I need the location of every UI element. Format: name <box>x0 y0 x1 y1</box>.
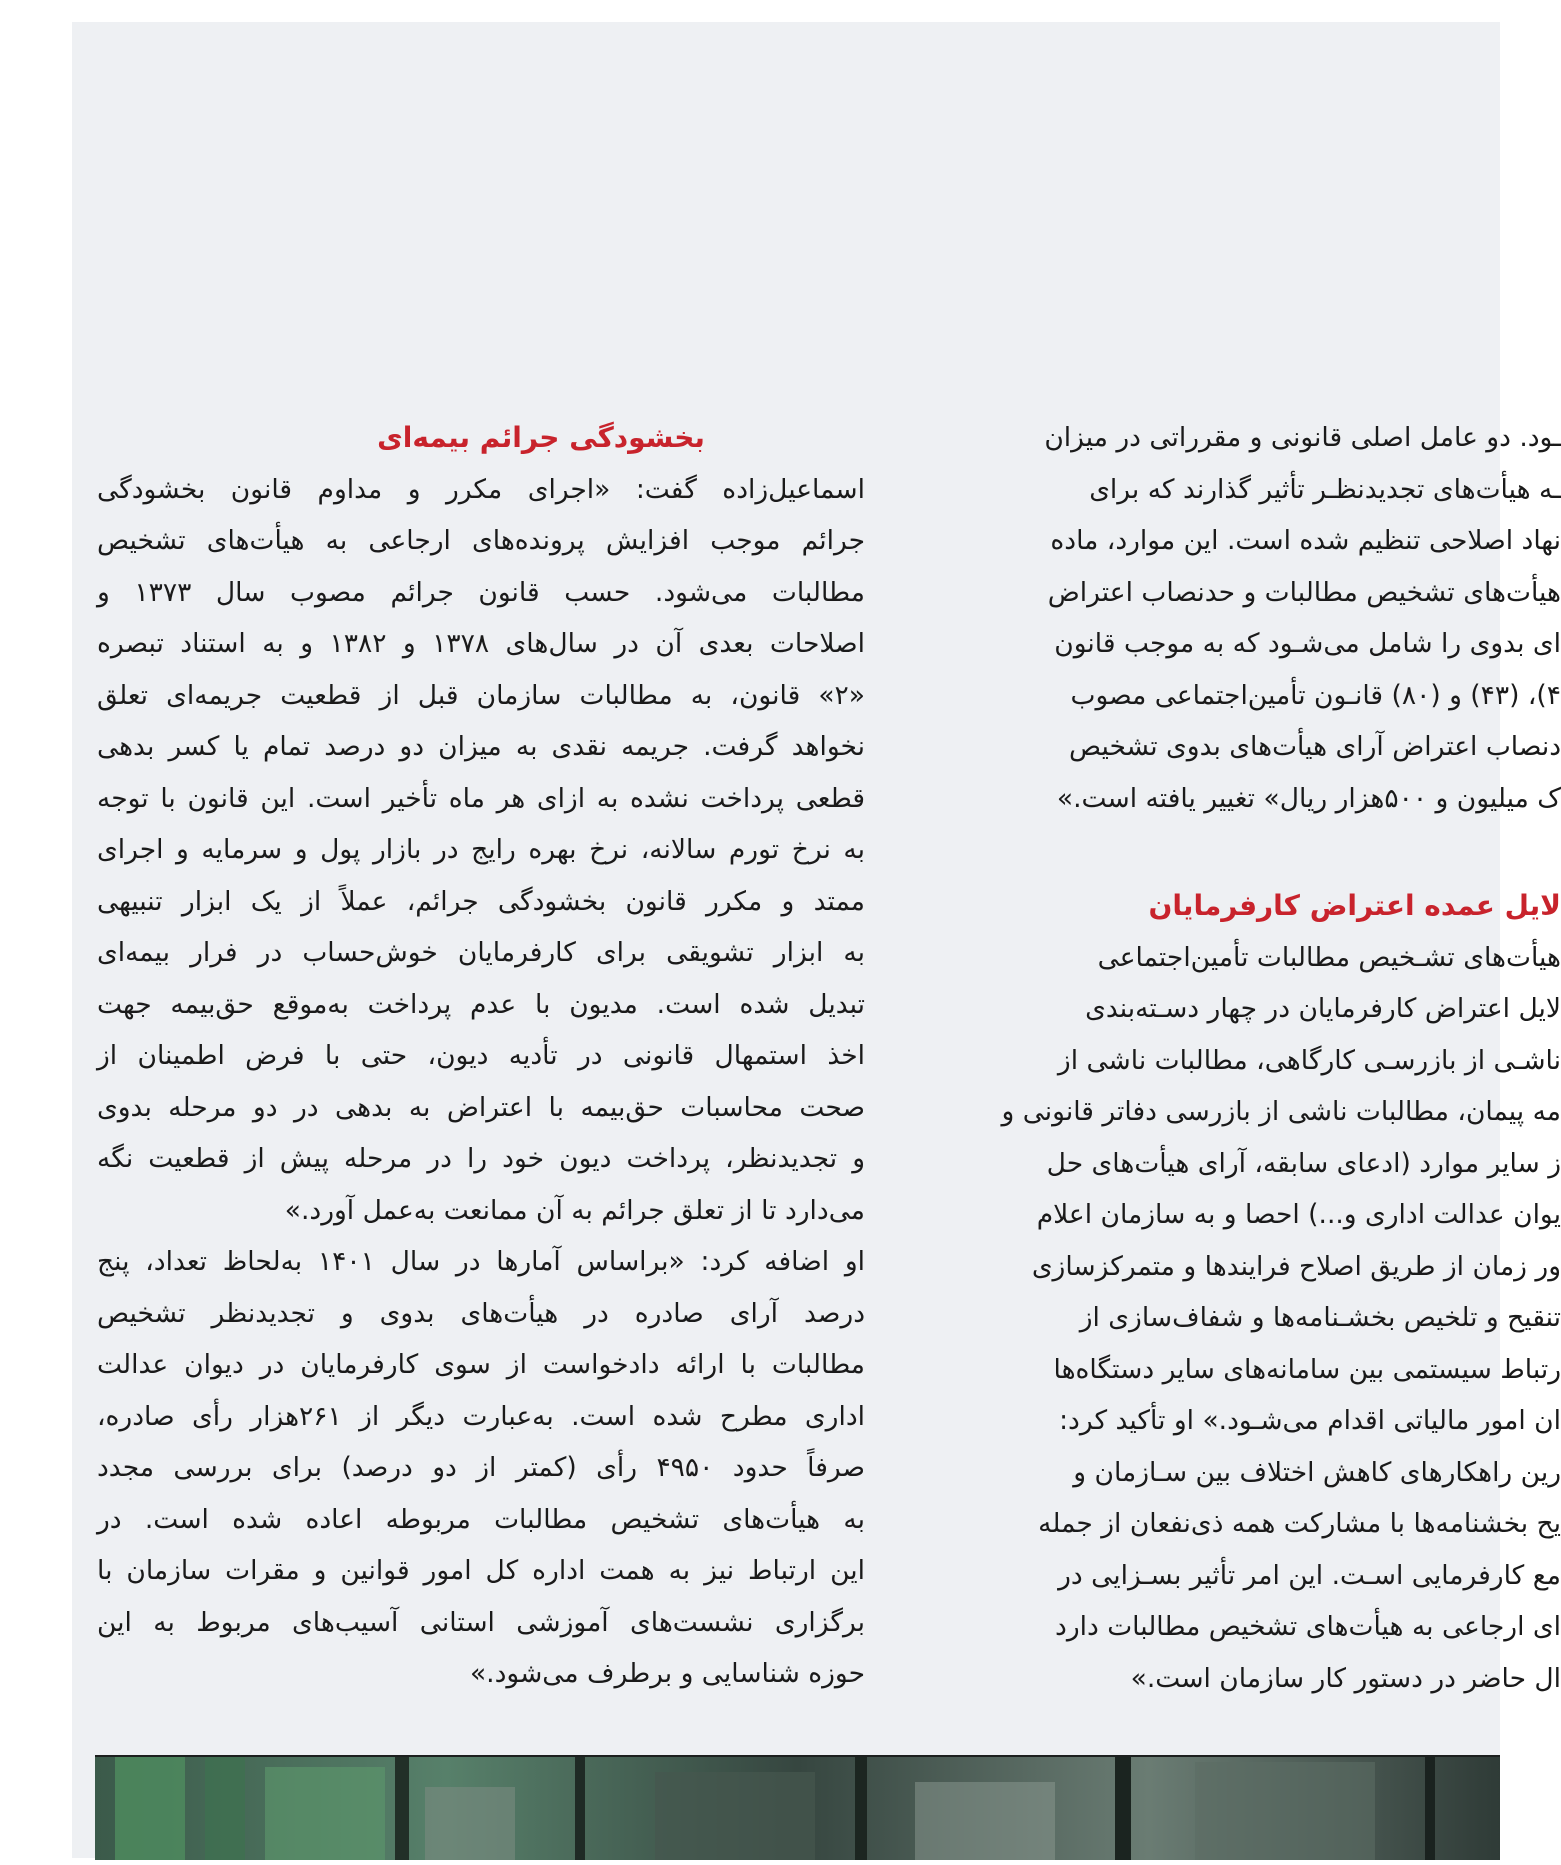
article-text-line: به ابزار تشویقی برای کارفرمایان خوش‌حساب در فرار بیمه‌ای <box>97 937 865 968</box>
article-text-line: ک میلیون و ۵۰۰هزار ریال» تغییر یافته است.» <box>1056 782 1561 814</box>
article-text-line: مطالبات با ارائه دادخواست از سوی کارفرمایان در دیوان عدالت <box>97 1349 865 1380</box>
article-text-line: ای بدوی را شامل می‌شـود که به موجب قانون <box>1054 628 1561 659</box>
section-gap <box>921 824 1561 880</box>
article-text-line: مه پیمان، مطالبات ناشی از بازرسی دفاتر قانونی و <box>1001 1096 1561 1127</box>
article-text-line: مع کارفرمایی اسـت. این امر تأثیر بسـزایی در <box>1058 1559 1561 1591</box>
article-text-line: رین راهکارهای کاهش اختلاف بین سـازمان و <box>1073 1456 1561 1488</box>
article-text-line: ور زمان از طریق اصلاح فرایندها و متمرکزسازی <box>1031 1250 1561 1282</box>
article-text-line: صرفاً حدود ۴۹۵۰ رأی (کمتر از دو درصد) برای بررسی مجدد <box>97 1452 865 1483</box>
article-text-line: برگزاری نشست‌های آموزشی استانی آسیب‌های مربوط به این <box>97 1606 865 1638</box>
article-text-line: ز سایر موارد (ادعای سابقه، آرای هیأت‌های حل <box>1046 1147 1561 1179</box>
article-text-line: اداری مطرح شده است. به‌عبارت دیگر از ۲۶۱هزار رأی صادره، <box>97 1400 865 1432</box>
article-text-line: تبدیل شده است. مدیون با عدم پرداخت به‌موقع حق‌بیمه جهت <box>97 988 865 1020</box>
article-text-line: یوان عدالت اداری و...) احصا و به سازمان اعلام <box>1036 1199 1561 1230</box>
article-text-line: اصلاحات بعدی آن در سال‌های ۱۳۷۸ و ۱۳۸۲ و به استناد تبصره <box>97 628 865 659</box>
article-text-line: ال حاضر در دستور کار سازمان است.» <box>1130 1662 1561 1694</box>
article-text-line: او اضافه کرد: «براساس آمارها در سال ۱۴۰۱ به‌لحاظ تعداد، پنج <box>97 1246 865 1277</box>
article-text-line: قطعی پرداخت نشده به ازای هر ماه تأخیر است. این قانون با توجه <box>97 782 865 814</box>
article-text-line: نهاد اصلاحی تنظیم شده است. این موارد، ماده <box>1050 525 1561 556</box>
article-text-line: نخواهد گرفت. جریمه نقدی به میزان دو درصد تمام یا کسر بدهی <box>97 731 865 762</box>
article-text-line: اخذ استمهال قانونی در تأدیه دیون، حتی با فرض اطمینان از <box>97 1040 865 1071</box>
article-text-line: ناشـی از بازرسـی کارگاهی، مطالبات ناشی از <box>1057 1044 1561 1076</box>
article-text-line: و تجدیدنظر، پرداخت دیون خود را در مرحله پیش از قطعیت نگه <box>97 1143 865 1174</box>
article-column-left <box>97 412 865 1700</box>
article-column-right <box>921 412 1561 1704</box>
article-text-line: ۴)، (۴۳) و (۸۰) قانـون تأمین‌اجتماعی مصوب <box>1070 679 1561 711</box>
article-text-line: هیأت‌های تشخیص مطالبات و حدنصاب اعتراض <box>1047 576 1561 608</box>
article-text-line: ای ارجاعی به هیأت‌های تشخیص مطالبات دارد <box>1055 1611 1561 1642</box>
article-text-line: صحت محاسبات حق‌بیمه با اعتراض به بدهی در دو مرحله بدوی <box>97 1091 865 1123</box>
article-text-line: هیأت‌های تشـخیص مطالبات تأمین‌اجتماعی <box>1097 941 1561 973</box>
article-text-line: می‌دارد تا از تعلق جرائم به آن ممانعت به‌عمل آورد.» <box>284 1194 865 1226</box>
article-text-line: حوزه شناسایی و برطرف می‌شود.» <box>469 1658 865 1689</box>
article-text-line: لایل اعتراض کارفرمایان در چهار دسـته‌بندی <box>1085 993 1561 1024</box>
section-heading-employer-objections: لایل عمده اعتراض کارفرمایان <box>1148 889 1561 922</box>
article-text-line: اسماعیل‌زاده گفت: «اجرای مکرر و مداوم قانون بخشودگی <box>97 473 865 505</box>
article-text-line: به نرخ تورم سالانه، نرخ بهره رایج در بازار پول و سرمایه و اجرای <box>97 834 865 865</box>
article-text-line: «۲» قانون، به مطالبات سازمان قبل از قطعیت جریمه‌ای تعلق <box>97 679 865 711</box>
article-text-line: جرائم موجب افزایش پرونده‌های ارجاعی به هیأت‌های تشخیص <box>97 525 865 556</box>
article-text-line: ان امور مالیاتی اقدام می‌شـود.» او تأکید کرد: <box>1059 1405 1561 1436</box>
factory-photo <box>95 1755 1500 1860</box>
article-text-line: ـود. دو عامل اصلی قانونی و مقرراتی در میزان <box>1044 422 1561 453</box>
article-text-line: یح بخشنامه‌ها با مشارکت همه ذی‌نفعان از جمله <box>1038 1508 1561 1539</box>
article-text-line: مطالبات می‌شود. حسب قانون جرائم مصوب سال ۱۳۷۳ و <box>97 576 865 608</box>
article-text-line: این ارتباط نیز به همت اداره کل امور قوانین و مقرات سازمان با <box>97 1555 865 1586</box>
article-text-line: رتباط سیستمی بین سامانه‌های سایر دستگاه‌ها <box>1053 1353 1561 1385</box>
article-text-line: به هیأت‌های تشخیص مطالبات مربوطه اعاده شده است. در <box>97 1503 865 1535</box>
article-text-line: درصد آرای صادره در هیأت‌های بدوی و تجدیدنظر تشخیص <box>97 1297 865 1329</box>
article-text-line: دنصاب اعتراض آرای هیأت‌های بدوی تشخیص <box>1069 731 1561 762</box>
article-text-line: تنقیح و تلخیص بخشـنامه‌ها و شفاف‌سازی از <box>1079 1302 1561 1333</box>
article-text-line: ـه هیأت‌های تجدیدنظـر تأثیر گذارند که برای <box>1089 473 1561 505</box>
article-text-line: ممتد و مکرر قانون بخشودگی جرائم، عملاً از یک ابزار تنبیهی <box>97 885 865 917</box>
factory-photo-image <box>95 1757 1500 1860</box>
section-heading-insurance-fines-amnesty: بخشودگی جرائم بیمه‌ای <box>377 421 705 454</box>
